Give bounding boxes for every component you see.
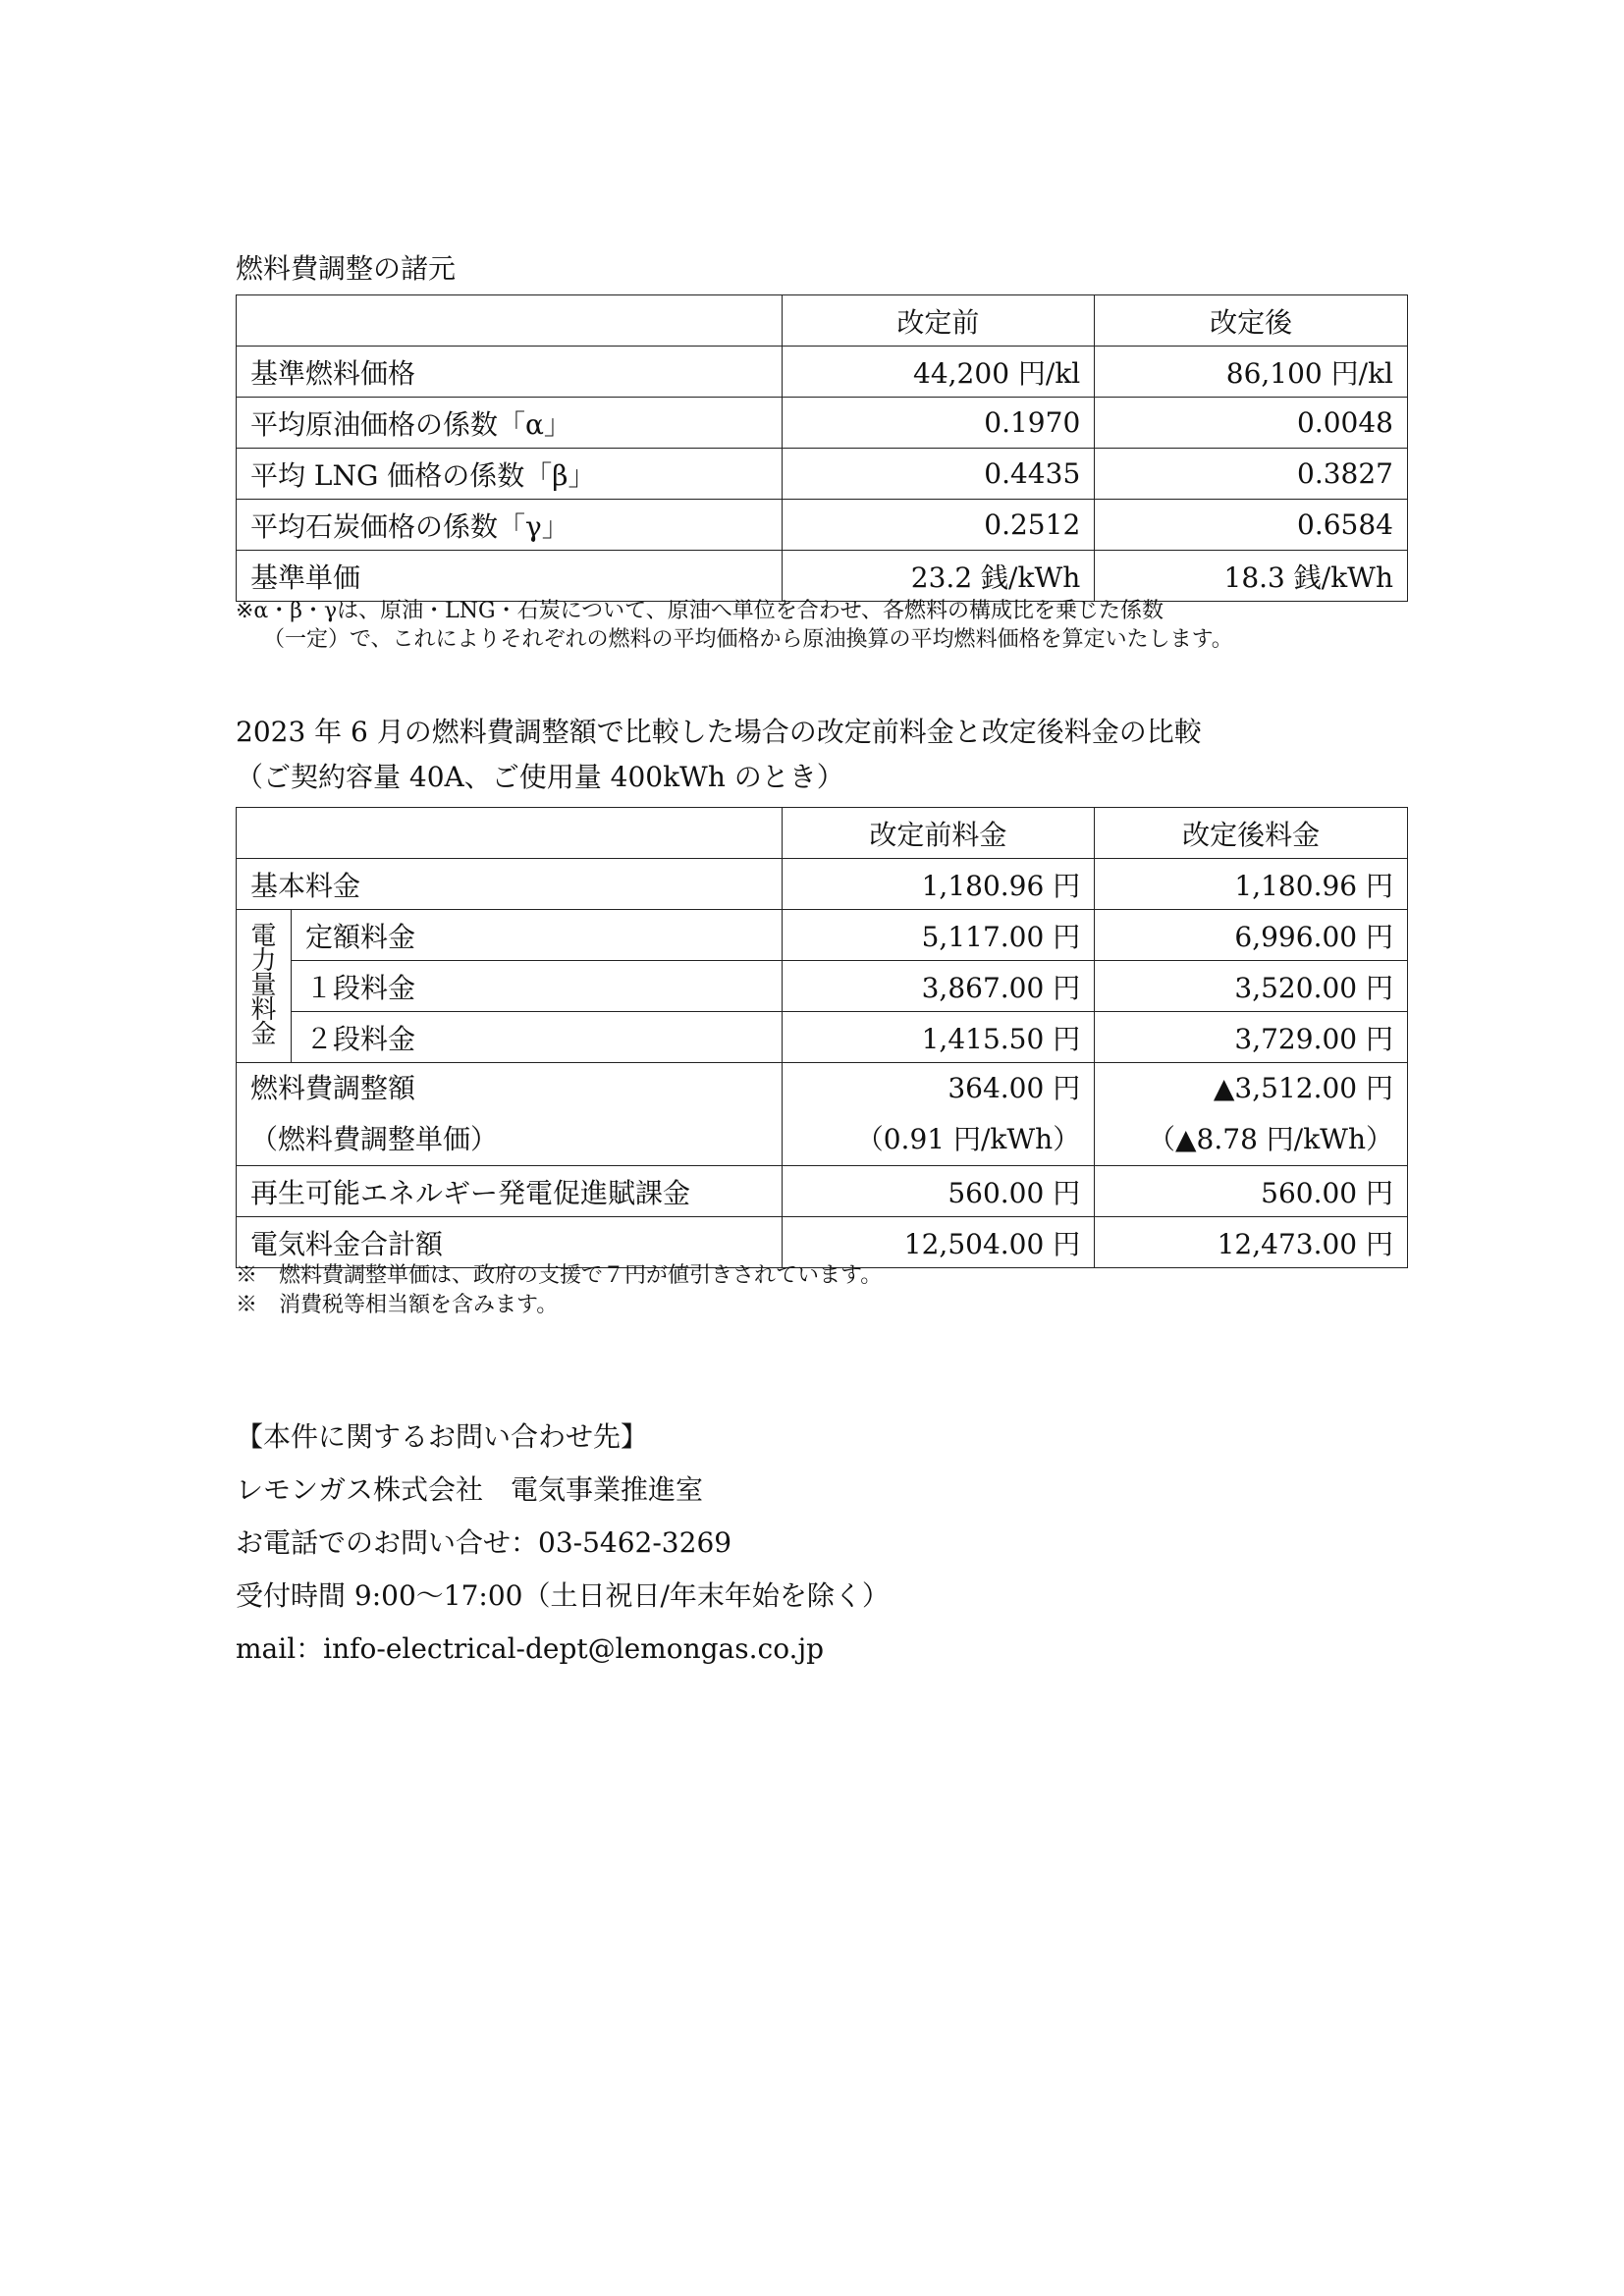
comparison-subtitle: （ご契約容量 40A、ご使用量 400kWh のとき） [236, 761, 844, 793]
energy-fee-after: 3,520.00 円 [1095, 961, 1408, 1012]
energy-fee-row [237, 1012, 1408, 1063]
fuel-adjust-label-cell [237, 1063, 783, 1166]
energy-group-char: 力 [250, 946, 277, 976]
spec-row-label: 平均石炭価格の係数「γ」 [237, 500, 783, 551]
spec-row-before: 23.2 銭/kWh [782, 551, 1095, 602]
comparison-header-row [237, 808, 1408, 859]
fuel-adjust-unit-after: （▲8.78 円/kWh） [1148, 1123, 1393, 1155]
spec-row-label: 基準燃料価格 [237, 347, 783, 398]
fuel-adjust-label: 燃料費調整額 [250, 1072, 416, 1104]
fuel-adjust-after-cell [1095, 1063, 1408, 1166]
spec-row-after: 86,100 円/kl [1095, 347, 1408, 398]
total-after: 12,473.00 円 [1095, 1217, 1408, 1268]
spec-header-row [237, 295, 1408, 347]
renewable-levy-label: 再生可能エネルギー発電促進賦課金 [237, 1166, 783, 1217]
spec-row-label: 平均原油価格の係数「α」 [237, 398, 783, 449]
contact-phone: お電話でのお問い合せ：03-5462-3269 [236, 1526, 732, 1559]
contact-mail: mail：info-electrical-dept@lemongas.co.jp [236, 1632, 825, 1665]
fuel-adjust-before-cell [782, 1063, 1095, 1166]
contact-company: レモンガス株式会社 電気事業推進室 [236, 1473, 704, 1506]
comparison-header-before: 改定前料金 [782, 808, 1095, 859]
contact-hours: 受付時間 9:00〜17:00（土日祝日/年末年始を除く） [236, 1579, 890, 1612]
contact-block [236, 1419, 890, 1667]
fuel-adjust-after: ▲3,512.00 円 [1213, 1072, 1393, 1104]
spec-row-before: 0.2512 [782, 500, 1095, 551]
spec-row [237, 551, 1408, 602]
spec-row-label: 基準単価 [237, 551, 783, 602]
fuel-adjust-unit-before: （0.91 円/kWh） [855, 1123, 1081, 1155]
spec-row-after: 18.3 銭/kWh [1095, 551, 1408, 602]
comparison-table [236, 807, 1408, 1268]
comparison-note-line2: ※ 消費税等相当額を含みます。 [236, 1293, 559, 1317]
spec-row-before: 0.4435 [782, 449, 1095, 500]
energy-fee-group-label [237, 910, 292, 1063]
spec-row [237, 500, 1408, 551]
spec-row-after: 0.0048 [1095, 398, 1408, 449]
comparison-title: 2023 年 6 月の燃料費調整額で比較した場合の改定前料金と改定後料金の比較 [236, 716, 1202, 748]
fuel-adjust-before: 364.00 円 [947, 1072, 1081, 1104]
spec-header-after: 改定後 [1095, 295, 1408, 347]
energy-fee-label: １段料金 [291, 961, 782, 1012]
spec-note-line2: （一定）で、これによりそれぞれの燃料の平均価格から原油換算の平均燃料価格を算定いたします。 [263, 627, 1233, 652]
spec-row-after: 0.6584 [1095, 500, 1408, 551]
spec-row [237, 398, 1408, 449]
energy-group-char: 量 [250, 971, 277, 1000]
energy-fee-row [237, 961, 1408, 1012]
basic-fee-before: 1,180.96 円 [782, 859, 1095, 910]
spec-row-before: 44,200 円/kl [782, 347, 1095, 398]
comparison-header-after: 改定後料金 [1095, 808, 1408, 859]
spec-header-blank [237, 295, 783, 347]
energy-fee-after: 3,729.00 円 [1095, 1012, 1408, 1063]
energy-fee-before: 3,867.00 円 [782, 961, 1095, 1012]
comparison-header-blank [237, 808, 783, 859]
energy-group-char: 金 [250, 1020, 277, 1049]
spec-row [237, 449, 1408, 500]
total-before: 12,504.00 円 [782, 1217, 1095, 1268]
energy-group-char: 料 [250, 995, 277, 1025]
energy-group-char: 電 [250, 922, 277, 951]
renewable-levy-row [237, 1166, 1408, 1217]
spec-note-line1: ※α・β・γは、原油・LNG・石炭について、原油へ単位を合わせ、各燃料の構成比を乗じた係数 [236, 599, 1164, 623]
basic-fee-label: 基本料金 [237, 859, 783, 910]
energy-fee-before: 1,415.50 円 [782, 1012, 1095, 1063]
spec-title: 燃料費調整の諸元 [236, 252, 457, 285]
energy-fee-label: ２段料金 [291, 1012, 782, 1063]
spec-table [236, 294, 1408, 602]
basic-fee-after: 1,180.96 円 [1095, 859, 1408, 910]
fuel-adjust-unit-label: （燃料費調整単価） [250, 1123, 499, 1155]
fuel-adjust-row [237, 1063, 1408, 1166]
energy-fee-label: 定額料金 [291, 910, 782, 961]
spec-row-before: 0.1970 [782, 398, 1095, 449]
comparison-note-line1: ※ 燃料費調整単価は、政府の支援で７円が値引きされています。 [236, 1263, 883, 1288]
spec-row [237, 347, 1408, 398]
total-row [237, 1217, 1408, 1268]
contact-heading: 【本件に関するお問い合わせ先】 [236, 1420, 649, 1453]
basic-fee-row [237, 859, 1408, 910]
spec-header-before: 改定前 [782, 295, 1095, 347]
renewable-levy-before: 560.00 円 [782, 1166, 1095, 1217]
spec-row-label: 平均 LNG 価格の係数「β」 [237, 449, 783, 500]
renewable-levy-after: 560.00 円 [1095, 1166, 1408, 1217]
energy-fee-before: 5,117.00 円 [782, 910, 1095, 961]
total-label: 電気料金合計額 [237, 1217, 783, 1268]
spec-row-after: 0.3827 [1095, 449, 1408, 500]
energy-fee-row [237, 910, 1408, 961]
energy-fee-after: 6,996.00 円 [1095, 910, 1408, 961]
